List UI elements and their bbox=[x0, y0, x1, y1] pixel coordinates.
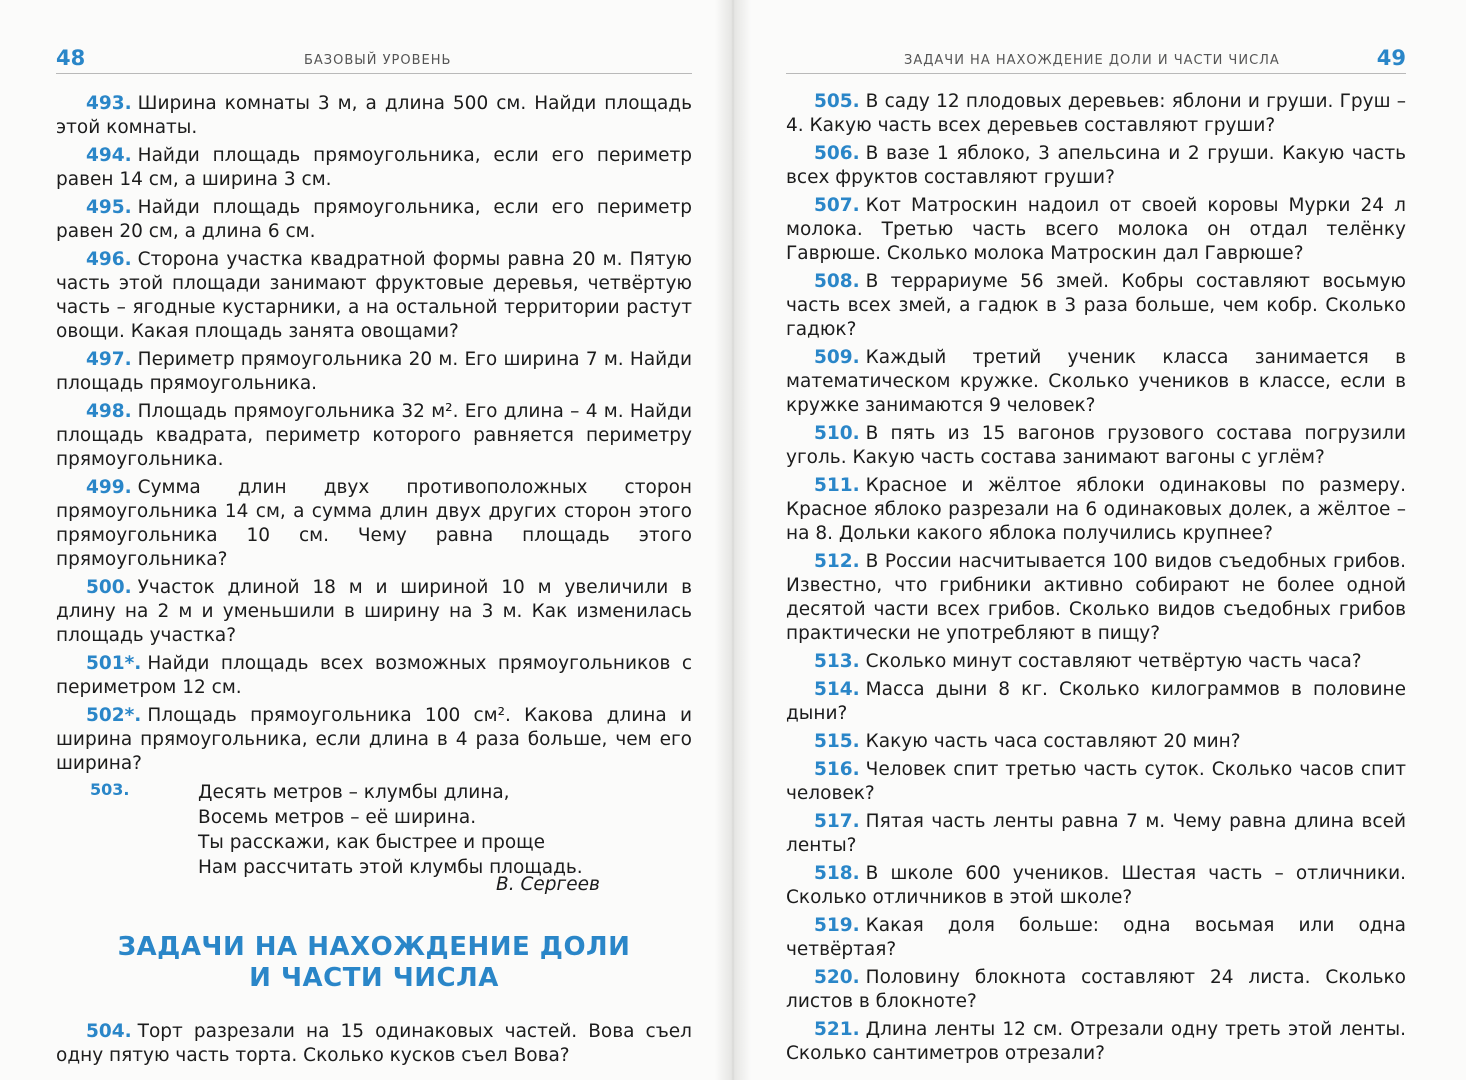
problem-number: 502*. bbox=[86, 705, 142, 726]
problem-text: Ширина комнаты 3 м, а длина 500 см. Найди площадь этой комнаты. bbox=[56, 93, 692, 138]
problem-text: Найди площадь прямоугольника, если его периметр равен 20 см, а длина 6 см. bbox=[56, 197, 692, 242]
problem-496 bbox=[56, 248, 692, 344]
problem-number: 506. bbox=[814, 143, 860, 164]
section-title bbox=[56, 932, 692, 994]
problem-number: 501*. bbox=[86, 653, 142, 674]
poem-author: В. Сергеев bbox=[496, 874, 600, 895]
problem-number: 495. bbox=[86, 197, 132, 218]
section-title-line: ЗАДАЧИ НА НАХОЖДЕНИЕ ДОЛИ bbox=[117, 932, 631, 962]
problem-text: Кот Матроскин надоил от своей коровы Мурки 24 л молока. Третью часть всего молока он отдал телёнку Гаврюше. Сколько молока Матроскин дал Гаврюше? bbox=[786, 195, 1406, 264]
problem-text: Найди площадь прямоугольника, если его периметр равен 14 см, а ширина 3 см. bbox=[56, 145, 692, 190]
problem-text: Периметр прямоугольника 20 м. Его ширина 7 м. Найди площадь прямоугольника. bbox=[56, 349, 692, 394]
problem-501 bbox=[56, 652, 692, 700]
problem-493 bbox=[56, 92, 692, 140]
problem-number: 519. bbox=[814, 915, 860, 936]
poem-line: Десять метров – клумбы длина, bbox=[198, 782, 510, 803]
right-page bbox=[786, 0, 1406, 1080]
problem-506 bbox=[786, 142, 1406, 190]
problem-499 bbox=[56, 476, 692, 572]
problem-number: 497. bbox=[86, 349, 132, 370]
problem-514 bbox=[786, 678, 1406, 726]
problem-number: 507. bbox=[814, 195, 860, 216]
problem-number: 493. bbox=[86, 93, 132, 114]
problem-515 bbox=[786, 730, 1406, 754]
right-page-header bbox=[786, 0, 1406, 74]
problem-text: Площадь прямоугольника 32 м². Его длина – 4 м. Найди площадь квадрата, периметр которого равняется периметру прямоугольника. bbox=[56, 401, 692, 470]
problem-number: 498. bbox=[86, 401, 132, 422]
problem-number: 516. bbox=[814, 759, 860, 780]
problem-517 bbox=[786, 810, 1406, 858]
problem-number: 520. bbox=[814, 967, 860, 988]
running-title-right: ЗАДАЧИ НА НАХОЖДЕНИЕ ДОЛИ И ЧАСТИ ЧИСЛА bbox=[904, 53, 1280, 68]
problem-number: 511. bbox=[814, 475, 860, 496]
problem-text: Длина ленты 12 см. Отрезали одну треть этой ленты. Сколько сантиметров отрезали? bbox=[786, 1019, 1406, 1064]
problem-number: 513. bbox=[814, 651, 860, 672]
problem-507 bbox=[786, 194, 1406, 266]
problem-number: 496. bbox=[86, 249, 132, 270]
problem-text: Какую часть часа составляют 20 мин? bbox=[865, 731, 1241, 752]
problem-text: Какая доля больше: одна восьмая или одна четвёртая? bbox=[786, 915, 1406, 960]
page-number-right: 49 bbox=[1376, 46, 1406, 70]
problem-text: В России насчитывается 100 видов съедобных грибов. Известно, что грибники активно собирают не более одной десятой части всех грибов. Сколько видов съедобных грибов практически не употребляют в пищу? bbox=[786, 551, 1406, 644]
problem-text: В пять из 15 вагонов грузового состава погрузили уголь. Какую часть состава занимают вагоны с углём? bbox=[786, 423, 1406, 468]
running-title-left: БАЗОВЫЙ УРОВЕНЬ bbox=[304, 53, 452, 68]
problem-text: Торт разрезали на 15 одинаковых частей. Вова съел одну пятую часть торта. Сколько кусков съел Вова? bbox=[56, 1021, 692, 1066]
problem-text: Масса дыни 8 кг. Сколько килограммов в половине дыни? bbox=[786, 679, 1406, 724]
page-number-left: 48 bbox=[56, 46, 86, 70]
problem-512 bbox=[786, 550, 1406, 646]
book-gutter bbox=[715, 0, 751, 1080]
problem-number: 505. bbox=[814, 91, 860, 112]
section-title-line: И ЧАСТИ ЧИСЛА bbox=[249, 963, 499, 993]
problem-number: 499. bbox=[86, 477, 132, 498]
problem-text: В вазе 1 яблоко, 3 апельсина и 2 груши. Какую часть всех фруктов составляют груши? bbox=[786, 143, 1406, 188]
problem-text: Красное и жёлтое яблоки одинаковы по размеру. Красное яблоко разрезали на 6 одинаковых долек, а жёлтое – на 8. Дольки какого яблока получились крупнее? bbox=[786, 475, 1406, 544]
problem-519 bbox=[786, 914, 1406, 962]
left-problem-list-after-title bbox=[56, 1020, 692, 1068]
problem-513 bbox=[786, 650, 1406, 674]
problem-509 bbox=[786, 346, 1406, 418]
problem-508 bbox=[786, 270, 1406, 342]
problem-number: 508. bbox=[814, 271, 860, 292]
problem-number: 515. bbox=[814, 731, 860, 752]
problem-503-poem bbox=[56, 780, 692, 898]
left-page bbox=[56, 0, 692, 1080]
problem-number: 518. bbox=[814, 863, 860, 884]
problem-number: 500. bbox=[86, 577, 132, 598]
problem-497 bbox=[56, 348, 692, 396]
problem-516 bbox=[786, 758, 1406, 806]
problem-text: Пятая часть ленты равна 7 м. Чему равна длина всей ленты? bbox=[786, 811, 1406, 856]
poem-line: Ты расскажи, как быстрее и проще bbox=[198, 832, 545, 853]
poem-line: Восемь метров – её ширина. bbox=[198, 807, 477, 828]
problem-text: Сумма длин двух противоположных сторон прямоугольника 14 см, а сумма длин двух других сторон этого прямоугольника 10 см. Чему равна площадь этого прямоугольника? bbox=[56, 477, 692, 570]
poem-line: Нам рассчитать этой клумбы площадь. bbox=[198, 857, 583, 878]
problem-number: 503. bbox=[90, 780, 130, 799]
problem-505 bbox=[786, 90, 1406, 138]
problem-511 bbox=[786, 474, 1406, 546]
problem-number: 494. bbox=[86, 145, 132, 166]
problem-number: 514. bbox=[814, 679, 860, 700]
problem-504 bbox=[56, 1020, 692, 1068]
problem-text: Сторона участка квадратной формы равна 20 м. Пятую часть этой площади занимают фруктовые деревья, четвёртую часть – ягодные кустарники, а на остальной территории растут овощи. Какая площадь занята овощами? bbox=[56, 249, 692, 342]
problem-number: 512. bbox=[814, 551, 860, 572]
left-problem-list bbox=[56, 92, 692, 898]
poem-lines bbox=[198, 780, 583, 880]
problem-number: 509. bbox=[814, 347, 860, 368]
problem-500 bbox=[56, 576, 692, 648]
problem-494 bbox=[56, 144, 692, 192]
problem-502 bbox=[56, 704, 692, 776]
problem-510 bbox=[786, 422, 1406, 470]
problem-text: Сколько минут составляют четвёртую часть часа? bbox=[865, 651, 1362, 672]
problem-number: 504. bbox=[86, 1021, 132, 1042]
problem-number: 517. bbox=[814, 811, 860, 832]
problem-text: В саду 12 плодовых деревьев: яблони и груши. Груш – 4. Какую часть всех деревьев составляют груши? bbox=[786, 91, 1406, 136]
problem-text: Участок длиной 18 м и шириной 10 м увеличили в длину на 2 м и уменьшили в ширину на 3 м. Как изменилась площадь участка? bbox=[56, 577, 692, 646]
problem-number: 510. bbox=[814, 423, 860, 444]
problem-521 bbox=[786, 1018, 1406, 1066]
problem-text: Найди площадь всех возможных прямоугольников с периметром 12 см. bbox=[56, 653, 692, 698]
problem-text: Человек спит третью часть суток. Сколько часов спит человек? bbox=[786, 759, 1406, 804]
right-problem-list bbox=[786, 90, 1406, 1066]
problem-text: Половину блокнота составляют 24 листа. Сколько листов в блокноте? bbox=[786, 967, 1406, 1012]
problem-520 bbox=[786, 966, 1406, 1014]
problem-498 bbox=[56, 400, 692, 472]
problem-text: В террариуме 56 змей. Кобры составляют восьмую часть всех змей, а гадюк в 3 раза больше, чем кобр. Сколько гадюк? bbox=[786, 271, 1406, 340]
problem-518 bbox=[786, 862, 1406, 910]
problem-text: Площадь прямоугольника 100 см². Какова длина и ширина прямоугольника, если длина в 4 раза больше, чем его ширина? bbox=[56, 705, 692, 774]
problem-text: Каждый третий ученик класса занимается в математическом кружке. Сколько учеников в классе, если в кружке занимаются 9 человек? bbox=[786, 347, 1406, 416]
problem-text: В школе 600 учеников. Шестая часть – отличники. Сколько отличников в этой школе? bbox=[786, 863, 1406, 908]
problem-495 bbox=[56, 196, 692, 244]
left-page-header bbox=[56, 0, 692, 74]
problem-number: 521. bbox=[814, 1019, 860, 1040]
